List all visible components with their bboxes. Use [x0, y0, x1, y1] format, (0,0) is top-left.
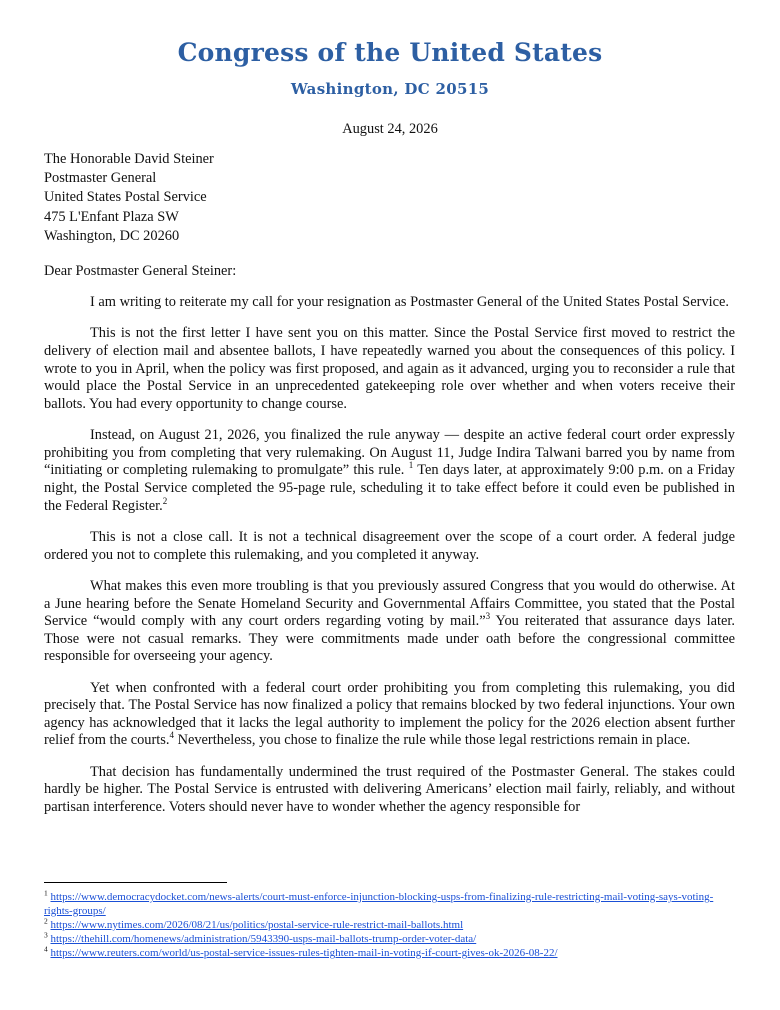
salutation: Dear Postmaster General Steiner: [44, 263, 237, 279]
footnote-ref-1: 1 [408, 460, 414, 471]
paragraph-6-text-a: Yet when confronted with a federal court order prohibiting you from completing this rulemaking, you did precisely that. The Postal Service has now finalized a policy that remains blocked by two federal injunctions. Your own agency has acknowledged that it lacks the legal authority to implement the policy for the 2026 election absent further relief from the courts. [44, 679, 735, 749]
paragraph-7: That decision has fundamentally undermined the trust required of the Postmaster General. The stakes could hardly be higher. The Postal Service is entrusted with delivering Americans’ election mail fairly, reliably, and without partisan interference. Voters should never have to wonder whether the agency responsible for [44, 763, 735, 816]
letterhead-title: Congress of the United States [177, 38, 603, 67]
footnote-2 [44, 918, 735, 932]
footnote-link-4[interactable]: https://www.reuters.com/world/us-postal-service-issues-rules-tighten-mail-in-voting-if-court-gives-ok-2026-08-22/ [50, 947, 558, 959]
footnote-4 [44, 946, 735, 960]
footnote-ref-3: 3 [485, 611, 491, 622]
footnote-link-2[interactable]: https://www.nytimes.com/2026/08/21/us/politics/postal-service-rule-restrict-mail-ballots.html [50, 919, 464, 931]
footnote-number: 1 [44, 888, 48, 898]
paragraph-3-text-a: Instead, on August 21, 2026, you finalized the rule anyway — despite an active federal court order expressly prohibiting you from completing that very rulemaking. On August 11, Judge Indira Talwani barred you by name from “initiating or completing rulemaking to promulgate” this rule. [44, 427, 735, 479]
footnote-ref-4: 4 [169, 730, 174, 741]
footnote-3 [44, 932, 735, 946]
letter-body [44, 294, 735, 817]
footnote-number: 2 [44, 916, 48, 926]
paragraph-5-text-b: You reiterated that assurance days later. Those were not casual remarks. They were commitments made under oath before the congressional committee responsible for overseeing your agency. [44, 613, 735, 665]
address-line: Washington, DC 20260 [44, 227, 180, 244]
paragraph-1: I am writing to reiterate my call for your resignation as Postmaster General of the United States Postal Service. [90, 294, 730, 310]
paragraph-3-text-b: Ten days later, at approximately 9:00 p.m. on a Friday night, the Postal Service completed the 95-page rule, scheduling it to take effect before it could even be published in the Federal Register. [44, 462, 735, 514]
letterhead-subtitle: Washington, DC 20515 [290, 80, 490, 98]
paragraph-5-text-a: What makes this even more troubling is that you previously assured Congress that you would do otherwise. At a June hearing before the Senate Homeland Security and Governmental Affairs Committee, you stated that the Postal Service “would comply with any court orders regarding voting by mail.” [44, 577, 735, 630]
footnote-divider [44, 882, 227, 883]
letter-date: August 24, 2026 [342, 121, 438, 137]
footnote-link-3[interactable]: https://thehill.com/homenews/administration/5943390-usps-mail-ballots-trump-order-voter-data/ [50, 933, 477, 945]
footnote-link-1[interactable]: https://www.democracydocket.com/news-alerts/court-must-enforce-injunction-blocking-usps-from-finalizing-rule-restricting-mail-voting-says-voting-rights-groups/ [44, 891, 714, 917]
footnote-number: 4 [44, 944, 48, 954]
paragraph-4: This is not a close call. It is not a technical disagreement over the scope of a court order. A federal judge ordered you not to complete this rulemaking, and you completed it anyway. [44, 528, 735, 563]
paragraph-3 [44, 427, 735, 515]
address-line: The Honorable David Steiner [44, 151, 214, 167]
footnote-number: 3 [44, 930, 48, 940]
paragraph-6-text-b: Nevertheless, you chose to finalize the rule while those legal restrictions remain in place. [173, 732, 691, 749]
footnote-ref-2: 2 [162, 495, 168, 506]
footnote-1 [44, 890, 735, 918]
paragraph-6 [44, 680, 735, 750]
paragraph-5 [44, 578, 735, 666]
address-line: Postmaster General [44, 170, 157, 187]
paragraph-2: This is not the first letter I have sent you on this matter. Since the Postal Service first moved to restrict the delivery of election mail and absentee ballots, I have repeatedly warned you about the consequences of this policy. I wrote to you in April, when the policy was first proposed, and again as it advanced, urging you to reconsider a rule that would place the Postal Service in an unprecedented gatekeeping role over whether and when voters receive their ballots. You had every opportunity to change course. [44, 325, 735, 412]
recipient-address [44, 150, 214, 246]
address-line: United States Postal Service [44, 189, 207, 206]
address-line: 475 L'Enfant Plaza SW [44, 208, 179, 225]
footnotes [44, 890, 735, 960]
